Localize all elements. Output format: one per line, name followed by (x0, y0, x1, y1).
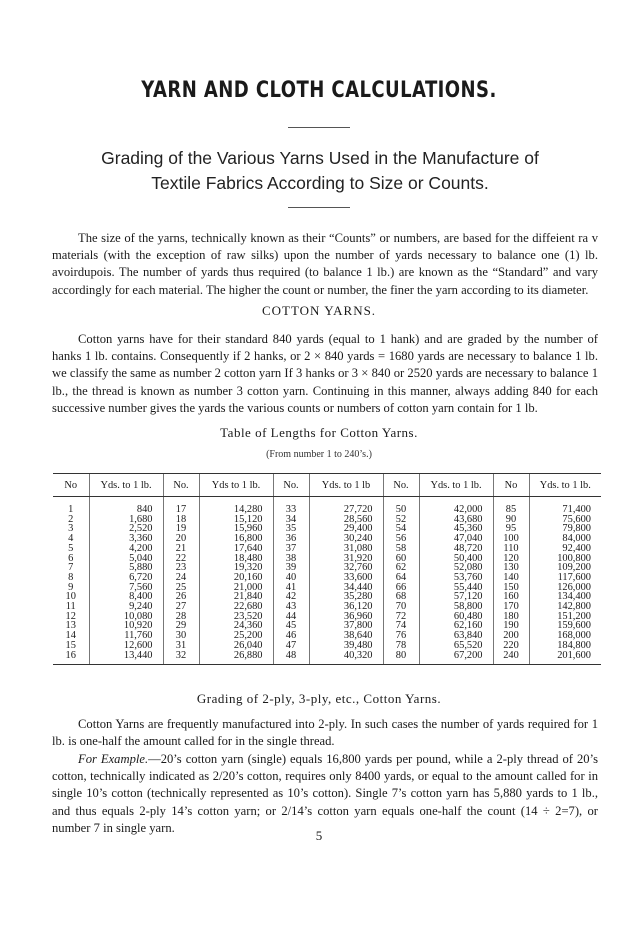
count-number-cell: 38 (273, 554, 309, 564)
count-number-cell: 110 (493, 544, 529, 554)
yards-per-lb-cell: 57,120 (419, 592, 493, 602)
count-number-cell: 64 (383, 573, 419, 583)
yards-per-lb-cell: 840 (89, 497, 163, 515)
yards-per-lb-cell: 52,080 (419, 563, 493, 573)
yards-per-lb-cell: 24,360 (199, 621, 273, 631)
yards-per-lb-cell: 15,120 (199, 515, 273, 525)
yards-per-lb-cell: 100,800 (529, 554, 601, 564)
count-number-cell: 22 (163, 554, 199, 564)
yards-per-lb-cell: 11,760 (89, 631, 163, 641)
count-number-cell: 47 (273, 641, 309, 651)
count-number-cell: 11 (65, 601, 76, 613)
count-number-cell: 23 (163, 563, 199, 573)
yards-per-lb-cell: 27,720 (309, 497, 383, 515)
yards-per-lb-cell: 14,280 (199, 497, 273, 515)
count-number-cell: 16 (53, 651, 89, 665)
yards-per-lb-cell: 40,320 (309, 651, 383, 665)
count-number-cell: 58 (383, 544, 419, 554)
yards-per-lb-cell: 42,000 (419, 497, 493, 515)
count-number-cell: 13 (65, 620, 76, 632)
yards-per-lb-cell: 60,480 (419, 612, 493, 622)
yards-per-lb-cell: 168,000 (529, 631, 601, 641)
count-number-cell: 54 (383, 524, 419, 534)
yards-per-lb-cell: 55,440 (419, 583, 493, 593)
count-number-cell: 29 (163, 621, 199, 631)
count-number-cell: 190 (493, 621, 529, 631)
count-number-cell: 6 (68, 552, 74, 564)
yards-per-lb-cell: 22,680 (199, 602, 273, 612)
page-number: 5 (315, 828, 323, 843)
yards-per-lb-cell: 3,360 (89, 534, 163, 544)
yards-per-lb-cell: 36,120 (309, 602, 383, 612)
count-number-cell: 18 (163, 515, 199, 525)
yards-per-lb-cell: 37,800 (309, 621, 383, 631)
yards-per-lb-cell: 1,680 (89, 515, 163, 525)
yards-per-lb-cell: 79,800 (529, 524, 601, 534)
yards-per-lb-cell: 13,440 (89, 651, 163, 665)
count-number-cell: 14 (65, 630, 76, 642)
yards-per-lb-cell: 26,040 (199, 641, 273, 651)
table-row (53, 651, 601, 665)
yards-per-lb-cell: 26,880 (199, 651, 273, 665)
count-number-cell: 45 (273, 621, 309, 631)
yards-per-lb-cell: 10,080 (89, 612, 163, 622)
count-number-cell: 48 (273, 651, 309, 665)
count-number-cell: 4 (68, 533, 74, 545)
count-number-cell: 28 (163, 612, 199, 622)
count-number-cell: 160 (493, 592, 529, 602)
yards-per-lb-cell: 67,200 (419, 651, 493, 665)
yards-per-lb-cell: 19,320 (199, 563, 273, 573)
yards-per-lb-cell: 17,640 (199, 544, 273, 554)
example-label: For Example. (78, 752, 149, 766)
count-number-cell: 150 (493, 583, 529, 593)
subtitle-rule (288, 207, 350, 208)
count-number-cell: 56 (383, 534, 419, 544)
yards-per-lb-cell: 34,440 (309, 583, 383, 593)
table-row (53, 497, 601, 515)
yards-per-lb-cell: 31,080 (309, 544, 383, 554)
yards-per-lb-cell: 39,480 (309, 641, 383, 651)
count-number-cell: 17 (163, 497, 199, 515)
count-number-cell: 41 (273, 583, 309, 593)
count-number-cell: 140 (493, 573, 529, 583)
count-number-cell: 46 (273, 631, 309, 641)
count-number-cell: 170 (493, 602, 529, 612)
count-number-cell: 72 (383, 612, 419, 622)
yards-per-lb-cell: 2,520 (89, 524, 163, 534)
yarn-length-table (53, 473, 601, 665)
count-number-cell: 62 (383, 563, 419, 573)
count-number-cell: 26 (163, 592, 199, 602)
count-number-cell: 31 (163, 641, 199, 651)
yards-per-lb-cell: 31,920 (309, 554, 383, 564)
example-paragraph (52, 751, 598, 837)
yards-per-lb-cell: 25,200 (199, 631, 273, 641)
count-number-cell: 130 (493, 563, 529, 573)
count-number-cell: 32 (163, 651, 199, 665)
count-number-cell: 68 (383, 592, 419, 602)
count-number-cell: 74 (383, 621, 419, 631)
count-number-cell: 40 (273, 573, 309, 583)
yards-per-lb-cell: 71,400 (529, 497, 601, 515)
yards-per-lb-cell: 8,400 (89, 592, 163, 602)
yards-per-lb-cell: 62,160 (419, 621, 493, 631)
yards-per-lb-cell: 4,200 (89, 544, 163, 554)
count-number-cell: 35 (273, 524, 309, 534)
count-number-cell: 7 (68, 562, 74, 574)
yards-per-lb-cell: 47,040 (419, 534, 493, 544)
count-number-cell: 42 (273, 592, 309, 602)
yards-per-lb-cell: 7,560 (89, 583, 163, 593)
yards-per-lb-cell: 134,400 (529, 592, 601, 602)
yards-per-lb-cell: 21,840 (199, 592, 273, 602)
count-number-cell: 39 (273, 563, 309, 573)
count-number-cell: 12 (65, 610, 76, 622)
yards-per-lb-cell: 75,600 (529, 515, 601, 525)
yards-per-lb-cell: 84,000 (529, 534, 601, 544)
count-number-cell: 220 (493, 641, 529, 651)
cotton-paragraph: Cotton yarns have for their standard 840 yards (equal to 1 hank) and are graded by the number of hanks 1 lb. contains. Consequently if 2 hanks, or 2 × 840 yards = 1680 yards are necessary to balance 1 lb. we classify the same as number 2 cotton yarn If 3 hanks or 3 × 840 or 2520 yards are necessary to balance 1 lb., the thread is known as number 3 cotton yarn. Continuing in this manner, always adding 840 for each successive number gives the yards the various counts or numbers of cotton yarn contain for 1 lb. (52, 332, 598, 415)
yards-per-lb-cell: 9,240 (89, 602, 163, 612)
col-header: Yds. to 1 lb (309, 474, 383, 497)
yards-per-lb-cell: 45,360 (419, 524, 493, 534)
count-number-cell: 90 (493, 515, 529, 525)
col-header: No. (163, 474, 199, 497)
count-number-cell: 36 (273, 534, 309, 544)
yards-per-lb-cell: 15,960 (199, 524, 273, 534)
count-number-cell: 85 (493, 497, 529, 515)
yards-per-lb-cell: 20,160 (199, 573, 273, 583)
yards-per-lb-cell: 5,880 (89, 563, 163, 573)
yards-per-lb-cell: 18,480 (199, 554, 273, 564)
count-number-cell: 80 (383, 651, 419, 665)
yards-per-lb-cell: 5,040 (89, 554, 163, 564)
count-number-cell: 3 (68, 523, 74, 535)
count-number-cell: 50 (383, 497, 419, 515)
yards-per-lb-cell: 117,600 (529, 573, 601, 583)
yards-per-lb-cell: 32,760 (309, 563, 383, 573)
count-number-cell: 43 (273, 602, 309, 612)
grading-heading: Grading of 2-ply, 3-ply, etc., Cotton Yarns. (196, 691, 442, 706)
count-number-cell: 37 (273, 544, 309, 554)
ply-paragraph: Cotton Yarns are frequently manufactured into 2-ply. In such cases the number of yards required for 1 lb. is one-half the amount called for in the single thread. (52, 717, 598, 749)
yards-per-lb-cell: 159,600 (529, 621, 601, 631)
yards-per-lb-cell: 58,800 (419, 602, 493, 612)
yards-per-lb-cell: 43,680 (419, 515, 493, 525)
yards-per-lb-cell: 142,800 (529, 602, 601, 612)
count-number-cell: 2 (68, 513, 74, 525)
count-number-cell: 44 (273, 612, 309, 622)
count-number-cell: 24 (163, 573, 199, 583)
yards-per-lb-cell: 30,240 (309, 534, 383, 544)
yards-per-lb-cell: 36,960 (309, 612, 383, 622)
count-number-cell: 34 (273, 515, 309, 525)
yards-per-lb-cell: 38,640 (309, 631, 383, 641)
yards-per-lb-cell: 65,520 (419, 641, 493, 651)
title-rule (288, 127, 350, 128)
col-header: Yds. to 1 lb. (89, 474, 163, 497)
yards-per-lb-cell: 48,720 (419, 544, 493, 554)
yards-per-lb-cell: 184,800 (529, 641, 601, 651)
yards-per-lb-cell: 33,600 (309, 573, 383, 583)
col-header: No (53, 474, 89, 497)
count-number-cell: 200 (493, 631, 529, 641)
count-number-cell: 21 (163, 544, 199, 554)
yards-per-lb-cell: 6,720 (89, 573, 163, 583)
count-number-cell: 78 (383, 641, 419, 651)
cotton-heading: COTTON YARNS. (261, 303, 377, 318)
count-number-cell: 120 (493, 554, 529, 564)
table-header-row (53, 474, 601, 497)
yards-per-lb-cell: 21,000 (199, 583, 273, 593)
count-number-cell: 52 (383, 515, 419, 525)
count-number-cell: 100 (493, 534, 529, 544)
yards-per-lb-cell: 16,800 (199, 534, 273, 544)
count-number-cell: 19 (163, 524, 199, 534)
yards-per-lb-cell: 50,400 (419, 554, 493, 564)
count-number-cell: 76 (383, 631, 419, 641)
table-title: Table of Lengths for Cotton Yarns. (220, 425, 418, 440)
yards-per-lb-cell: 126,000 (529, 583, 601, 593)
count-number-cell: 8 (68, 571, 74, 583)
col-header: Yds. to 1 lb. (529, 474, 601, 497)
yards-per-lb-cell: 151,200 (529, 612, 601, 622)
count-number-cell: 20 (163, 534, 199, 544)
yards-per-lb-cell: 63,840 (419, 631, 493, 641)
count-number-cell: 9 (68, 581, 74, 593)
intro-paragraph: The size of the yarns, technically known as their “Counts” or numbers, are based for the diffeient ra v materials (with the exception of raw silks) upon the number of yards necessary to balance one (1) lb. avoirdupois. The number of yards thus required (to balance 1 lb.) are known as the “Standard” and vary accordingly for each material. The higher the count or number, the finer the yarn according to its diameter. (52, 231, 598, 297)
count-number-cell: 33 (273, 497, 309, 515)
count-number-cell: 60 (383, 554, 419, 564)
count-number-cell: 66 (383, 583, 419, 593)
yards-per-lb-cell: 23,520 (199, 612, 273, 622)
yards-per-lb-cell: 29,400 (309, 524, 383, 534)
col-header: No (493, 474, 529, 497)
count-number-cell: 10 (65, 591, 76, 603)
count-number-cell: 70 (383, 602, 419, 612)
count-number-cell: 15 (65, 639, 76, 651)
count-number-cell: 95 (493, 524, 529, 534)
subtitle-line-1: Grading of the Various Yarns Used in the Manufacture of (101, 148, 539, 168)
example-text: —20’s cotton yarn (single) equals 16,800 yards per pound, while a 2-ply thread of 20’s cotton, technically indicated as 2/20’s cotton, requires only 8400 yards, or equal to the amount called for in single 10’s cotton (technically represented as 10’s cotton). Single 7’s cotton yarn has 5,880 yards to 1 lb., and thus equals 2-ply 14’s cotton yarn; or 2/14’s cotton yarn equals one-half the count (14 ÷ 2=7), or number 7 in single yarn. (52, 752, 599, 835)
count-number-cell: 25 (163, 583, 199, 593)
yards-per-lb-cell: 92,400 (529, 544, 601, 554)
col-header: Yds. to 1 lb. (419, 474, 493, 497)
col-header: No. (273, 474, 309, 497)
yards-per-lb-cell: 109,200 (529, 563, 601, 573)
count-number-cell: 240 (493, 651, 529, 665)
yards-per-lb-cell: 12,600 (89, 641, 163, 651)
yards-per-lb-cell: 28,560 (309, 515, 383, 525)
col-header: Yds to 1 lb. (199, 474, 273, 497)
page-title: YARN AND CLOTH CALCULATIONS. (141, 78, 497, 103)
subtitle (40, 146, 600, 196)
count-number-cell: 5 (68, 542, 74, 554)
yards-per-lb-cell: 53,760 (419, 573, 493, 583)
col-header: No. (383, 474, 419, 497)
yards-per-lb-cell: 35,280 (309, 592, 383, 602)
subtitle-line-2: Textile Fabrics According to Size or Counts. (151, 173, 489, 193)
count-number-cell: 27 (163, 602, 199, 612)
yards-per-lb-cell: 10,920 (89, 621, 163, 631)
count-number-cell: 180 (493, 612, 529, 622)
table-subtitle: (From number 1 to 240’s.) (266, 449, 372, 460)
count-number-cell: 30 (163, 631, 199, 641)
count-number-cell: 1 (68, 504, 74, 515)
yards-per-lb-cell: 201,600 (529, 651, 601, 665)
